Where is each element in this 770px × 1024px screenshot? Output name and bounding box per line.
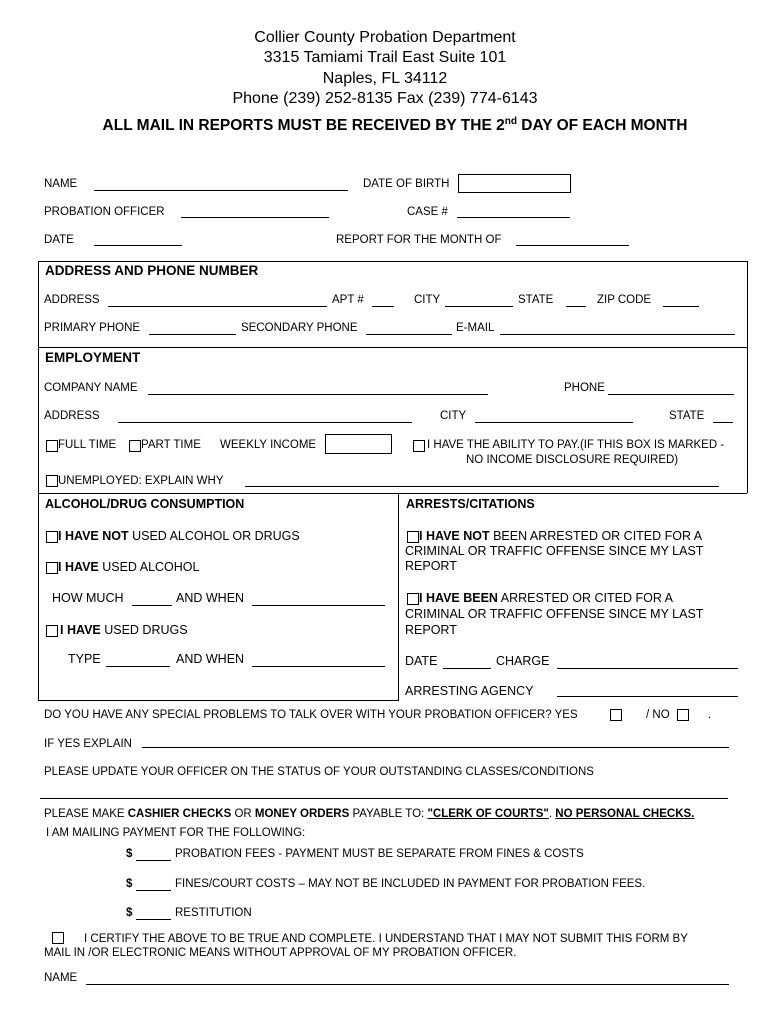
address-section-heading: ADDRESS AND PHONE NUMBER <box>45 263 259 278</box>
certify-checkbox[interactable] <box>52 932 64 944</box>
probation-fees-label: PROBATION FEES - PAYMENT MUST BE SEPARATE FROM FINES & COSTS <box>175 848 584 860</box>
signature-name-label: NAME <box>44 972 78 984</box>
department-street: 3315 Tamiami Trail East Suite 101 <box>263 49 507 66</box>
primary-phone-label: PRIMARY PHONE <box>44 322 141 334</box>
employer-city-field[interactable] <box>475 422 633 423</box>
drug-when-field[interactable] <box>252 666 385 667</box>
used-alcohol-label: I HAVE USED ALCOHOL <box>58 560 200 574</box>
report-month-label: REPORT FOR THE MONTH OF <box>336 234 502 246</box>
certify-text-line2: MAIL IN /OR ELECTRONIC MEANS WITHOUT APPROVAL OF MY PROBATION OFFICER. <box>44 947 517 959</box>
employer-state-field[interactable] <box>713 422 733 423</box>
unemployed-explain-field[interactable] <box>245 486 719 487</box>
charge-label: CHARGE <box>496 654 550 668</box>
dollar-sign-1: $ <box>126 848 133 860</box>
used-drugs-label: I HAVE USED DRUGS <box>60 623 188 637</box>
dollar-sign-3: $ <box>126 907 133 919</box>
signature-name-field[interactable] <box>86 984 729 985</box>
employer-phone-label: PHONE <box>564 382 605 394</box>
restitution-amount-field[interactable] <box>136 919 171 920</box>
how-much-label: HOW MUCH <box>52 591 124 605</box>
name-label: NAME <box>44 178 78 190</box>
column-divider <box>398 493 399 700</box>
case-label: CASE # <box>407 206 448 218</box>
been-arrested-label-line1: I HAVE BEEN ARRESTED OR CITED FOR A <box>419 591 673 605</box>
drug-type-label: TYPE <box>68 652 101 666</box>
state-label: STATE <box>518 294 554 306</box>
update-officer-field[interactable] <box>40 798 728 799</box>
been-arrested-checkbox[interactable] <box>407 593 419 605</box>
ability-to-pay-label: I HAVE THE ABILITY TO PAY.(IF THIS BOX IS MARKED - <box>427 439 725 451</box>
secondary-phone-label: SECONDARY PHONE <box>241 322 358 334</box>
employer-phone-field[interactable] <box>608 394 734 395</box>
arresting-agency-field[interactable] <box>557 696 738 697</box>
dob-label: DATE OF BIRTH <box>363 178 450 190</box>
how-much-field[interactable] <box>132 605 172 606</box>
form-title: ALL MAIL IN REPORTS MUST BE RECEIVED BY THE 2nd DAY OF EACH MONTH <box>102 116 688 135</box>
unemployed-checkbox[interactable] <box>46 475 58 487</box>
been-arrested-label-line2: CRIMINAL OR TRAFFIC OFFENSE SINCE MY LAST <box>405 607 704 621</box>
report-month-field[interactable] <box>516 245 629 246</box>
alcohol-section-bottom-border <box>38 700 399 701</box>
address-label: ADDRESS <box>44 294 100 306</box>
dollar-sign-2: $ <box>126 878 133 890</box>
drug-type-field[interactable] <box>106 666 170 667</box>
form-left-border <box>38 261 39 700</box>
been-arrested-label-line3: REPORT <box>405 623 457 637</box>
no-alcohol-drugs-label: I HAVE NOT USED ALCOHOL OR DRUGS <box>58 529 300 543</box>
form-right-border <box>747 261 748 493</box>
case-field[interactable] <box>457 217 570 218</box>
department-city: Naples, FL 34112 <box>322 70 448 87</box>
department-name: Collier County Probation Department <box>254 29 516 46</box>
used-alcohol-checkbox[interactable] <box>46 562 58 574</box>
alcohol-when-field[interactable] <box>252 605 385 606</box>
zip-label: ZIP CODE <box>597 294 652 306</box>
state-field[interactable] <box>566 306 586 307</box>
special-problems-question: DO YOU HAVE ANY SPECIAL PROBLEMS TO TALK OVER WITH YOUR PROBATION OFFICER? YES <box>44 709 578 721</box>
drug-when-label: AND WHEN <box>176 652 245 666</box>
not-arrested-label-line3: REPORT <box>405 559 457 573</box>
not-arrested-label-line2: CRIMINAL OR TRAFFIC OFFENSE SINCE MY LAST <box>405 544 704 558</box>
dob-field[interactable] <box>458 174 571 193</box>
used-drugs-checkbox[interactable] <box>46 625 58 637</box>
restitution-label: RESTITUTION <box>175 907 252 919</box>
weekly-income-label: WEEKLY INCOME <box>220 439 317 451</box>
employer-city-label: CITY <box>440 410 467 422</box>
probation-fees-amount-field[interactable] <box>136 860 171 861</box>
not-arrested-label-line1: I HAVE NOT BEEN ARRESTED OR CITED FOR A <box>419 529 703 543</box>
certify-text-line1: I CERTIFY THE ABOVE TO BE TRUE AND COMPLETE. I UNDERSTAND THAT I MAY NOT SUBMIT THIS FORM BY <box>84 933 688 945</box>
employer-address-label: ADDRESS <box>44 410 100 422</box>
full-time-checkbox[interactable] <box>46 440 58 452</box>
apt-field[interactable] <box>372 306 394 307</box>
part-time-checkbox[interactable] <box>129 440 141 452</box>
arrest-date-label: DATE <box>405 654 438 668</box>
not-arrested-checkbox[interactable] <box>407 531 419 543</box>
no-alcohol-drugs-checkbox[interactable] <box>46 531 58 543</box>
arrest-date-field[interactable] <box>443 668 491 669</box>
alcohol-when-label: AND WHEN <box>176 591 245 605</box>
arrests-section-heading: ARRESTS/CITATIONS <box>406 497 535 511</box>
alcohol-section-heading: ALCOHOL/DRUG CONSUMPTION <box>45 497 245 511</box>
name-field[interactable] <box>94 190 348 191</box>
trailing-dot: . <box>708 709 712 721</box>
part-time-label: PART TIME <box>141 439 201 451</box>
special-problems-yes-checkbox[interactable] <box>610 709 622 721</box>
apt-label: APT # <box>332 294 364 306</box>
city-field[interactable] <box>445 306 513 307</box>
company-name-label: COMPANY NAME <box>44 382 138 394</box>
charge-field[interactable] <box>557 668 738 669</box>
city-label: CITY <box>414 294 441 306</box>
probation-officer-field[interactable] <box>181 217 329 218</box>
email-label: E-MAIL <box>456 322 495 334</box>
date-field[interactable] <box>94 245 182 246</box>
address-section-top-border <box>38 261 747 262</box>
alcohol-section-top-border <box>38 493 747 494</box>
zip-field[interactable] <box>663 306 699 307</box>
no-label: / NO <box>646 709 670 721</box>
special-problems-no-checkbox[interactable] <box>677 709 689 721</box>
secondary-phone-field[interactable] <box>366 334 452 335</box>
full-time-label: FULL TIME <box>58 439 117 451</box>
primary-phone-field[interactable] <box>149 334 236 335</box>
unemployed-label: UNEMPLOYED: EXPLAIN WHY <box>58 475 224 487</box>
employment-section-top-border <box>38 347 747 348</box>
fines-label: FINES/COURT COSTS – MAY NOT BE INCLUDED IN PAYMENT FOR PROBATION FEES. <box>175 878 646 890</box>
employer-state-label: STATE <box>669 410 705 422</box>
update-officer-text: PLEASE UPDATE YOUR OFFICER ON THE STATUS OF YOUR OUTSTANDING CLASSES/CONDITIONS <box>44 766 594 778</box>
department-phone-fax: Phone (239) 252-8135 Fax (239) 774-6143 <box>232 90 538 107</box>
if-yes-explain-field[interactable] <box>142 747 729 748</box>
payment-instructions: PLEASE MAKE CASHIER CHECKS OR MONEY ORDERS PAYABLE TO: "CLERK OF COURTS". NO PERSONAL CHECKS. <box>44 808 695 820</box>
ability-to-pay-checkbox[interactable] <box>413 440 425 452</box>
address-field[interactable] <box>108 306 327 307</box>
employer-address-field[interactable] <box>118 422 412 423</box>
ability-to-pay-note: NO INCOME DISCLOSURE REQUIRED) <box>466 454 679 466</box>
probation-officer-label: PROBATION OFFICER <box>44 206 165 218</box>
if-yes-explain-label: IF YES EXPLAIN <box>44 738 132 750</box>
weekly-income-field[interactable] <box>325 434 392 454</box>
email-field[interactable] <box>500 334 735 335</box>
company-name-field[interactable] <box>148 394 488 395</box>
employment-section-heading: EMPLOYMENT <box>45 350 141 365</box>
mailing-payment-text: I AM MAILING PAYMENT FOR THE FOLLOWING: <box>46 827 306 839</box>
fines-amount-field[interactable] <box>136 890 171 891</box>
arresting-agency-label: ARRESTING AGENCY <box>405 684 534 698</box>
date-label: DATE <box>44 234 74 246</box>
